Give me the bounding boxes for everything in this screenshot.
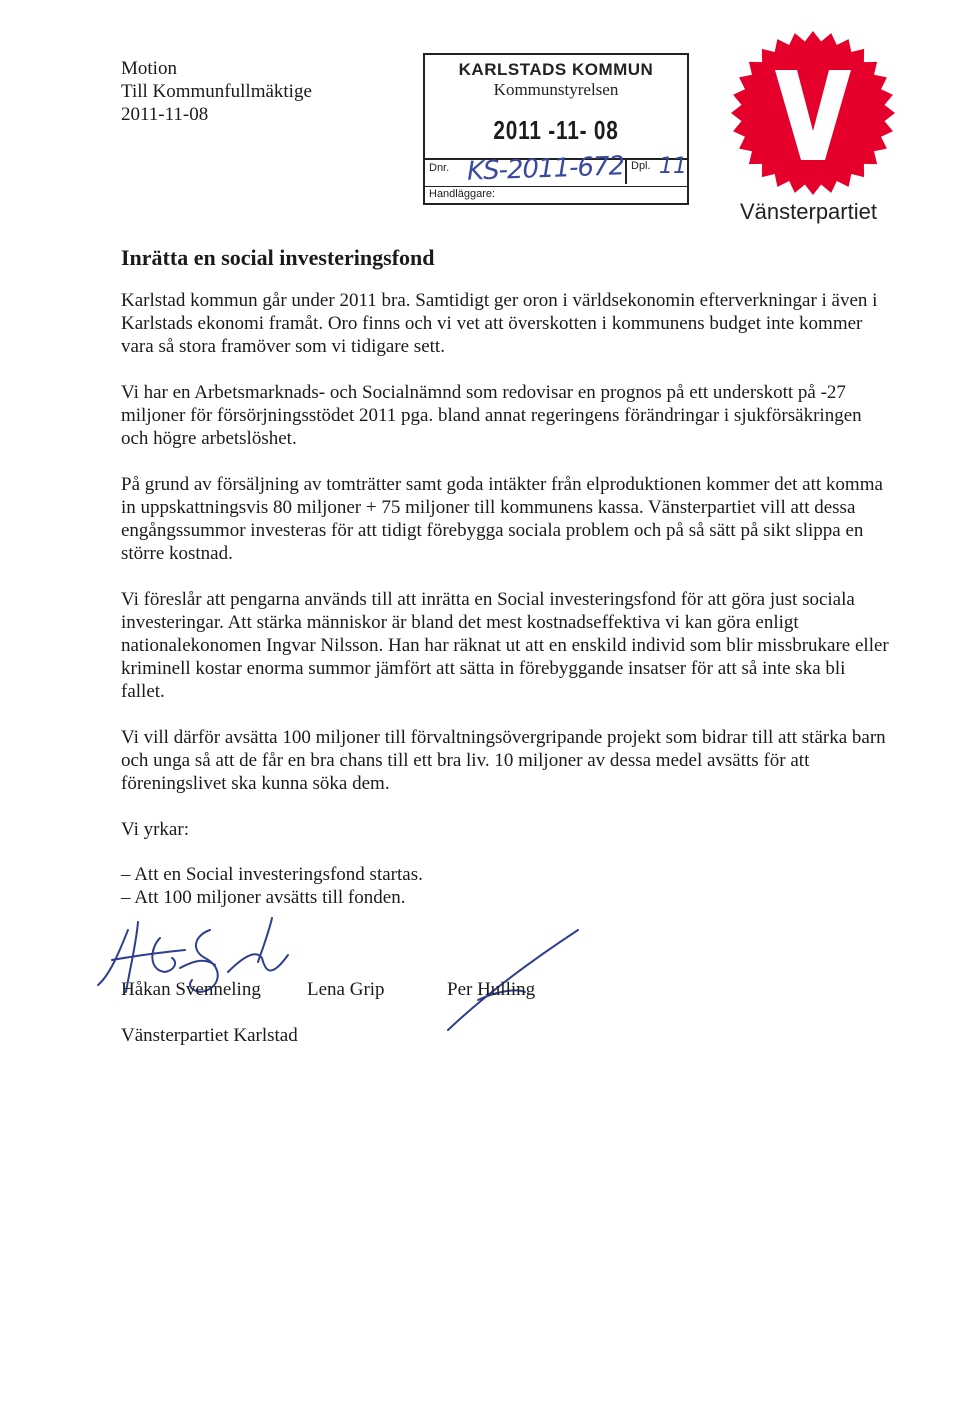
registry-stamp — [423, 53, 689, 205]
demand-item: – Att 100 miljoner avsätts till fonden. — [121, 887, 406, 908]
stamp-organization: KARLSTADS KOMMUN — [458, 60, 654, 79]
recipient: Till Kommunfullmäktige — [121, 81, 312, 102]
stamp-dpl-value: 11 — [659, 154, 687, 179]
document-type: Motion — [121, 58, 177, 79]
demands-list — [121, 863, 423, 909]
motion-body — [121, 289, 891, 864]
page-title: Inrätta en social investeringsfond — [121, 245, 435, 270]
document-date: 2011-11-08 — [121, 104, 209, 125]
vansterpartiet-logo-icon — [728, 28, 898, 198]
organization-signoff: Vänsterpartiet Karlstad — [121, 1025, 298, 1046]
logo-caption: Vänsterpartiet — [740, 199, 877, 224]
signatory-name: Lena Grip — [307, 979, 385, 1000]
stamp-dpl-label: Dpl. — [631, 160, 651, 172]
stamp-handlaggare-label: Handläggare: — [429, 188, 496, 200]
signatory-name: Håkan Svenneling — [121, 979, 261, 1000]
document-header — [121, 57, 312, 126]
paragraph: Vi vill därför avsätta 100 miljoner till förvaltningsövergripande projekt som bidrar till att stärka barn och unga så att de får en bra chans till ett bra liv. 10 miljoner av dessa medel avsätts för att föreningslivet ska kunna söka dem. — [121, 727, 886, 794]
stamp-dnr-row — [425, 151, 687, 187]
paragraph: Karlstad kommun går under 2011 bra. Samtidigt ger oron i världsekonomin efterverkningar i även i Karlstads ekonomi framåt. Oro finns och vi vet att överskotten i kommunens budget inte kommer vara så stora framöver som vi tidigare sett. — [121, 290, 878, 357]
stamp-received-date: 2011 -11- 08 — [493, 115, 619, 145]
signatory-name: Per Hulling — [447, 979, 536, 1000]
stamp-department: Kommunstyrelsen — [493, 80, 619, 99]
paragraph: På grund av försäljning av tomträtter samt goda intäkter från elproduktionen kommer det att komma in uppskattningsvis 80 miljoner + 75 miljoner till kommunens kassa. Vänsterpartiet vill att dessa engångssummor investeras för att tidigt förebygga sociala problem och på så sätt på sikt slippa en större kostnad. — [121, 474, 883, 564]
paragraph: Vi har en Arbetsmarknads- och Socialnämnd som redovisar en prognos på ett underskott på -27 miljoner för försörjningsstödet 2011 pga. bland annat regeringens förändringar i sjukförsäkringen och högre arbetslöshet. — [121, 382, 862, 449]
stamp-dpl-box — [625, 154, 691, 184]
paragraph: Vi yrkar: — [121, 819, 189, 840]
stamp-dnr-label: Dnr. — [429, 162, 450, 174]
paragraph: Vi föreslår att pengarna används till att inrätta en Social investeringsfond för att göra just sociala investeringar. Att stärka människor är bland det mest kostnadseffektiva vi kan göra enligt nationalekonomen Ingvar Nilsson. Han har räknat ut att en enskild individ som blir missbrukare eller kriminell kostar enorma summor jämfört att sätta in förebyggande insatser för att så inte ska bli fallet. — [121, 589, 889, 702]
stamp-dnr-value: KS-2011-672 — [466, 151, 625, 187]
demand-item: – Att en Social investeringsfond startas. — [121, 864, 423, 885]
logo-flower-shape — [731, 31, 895, 195]
